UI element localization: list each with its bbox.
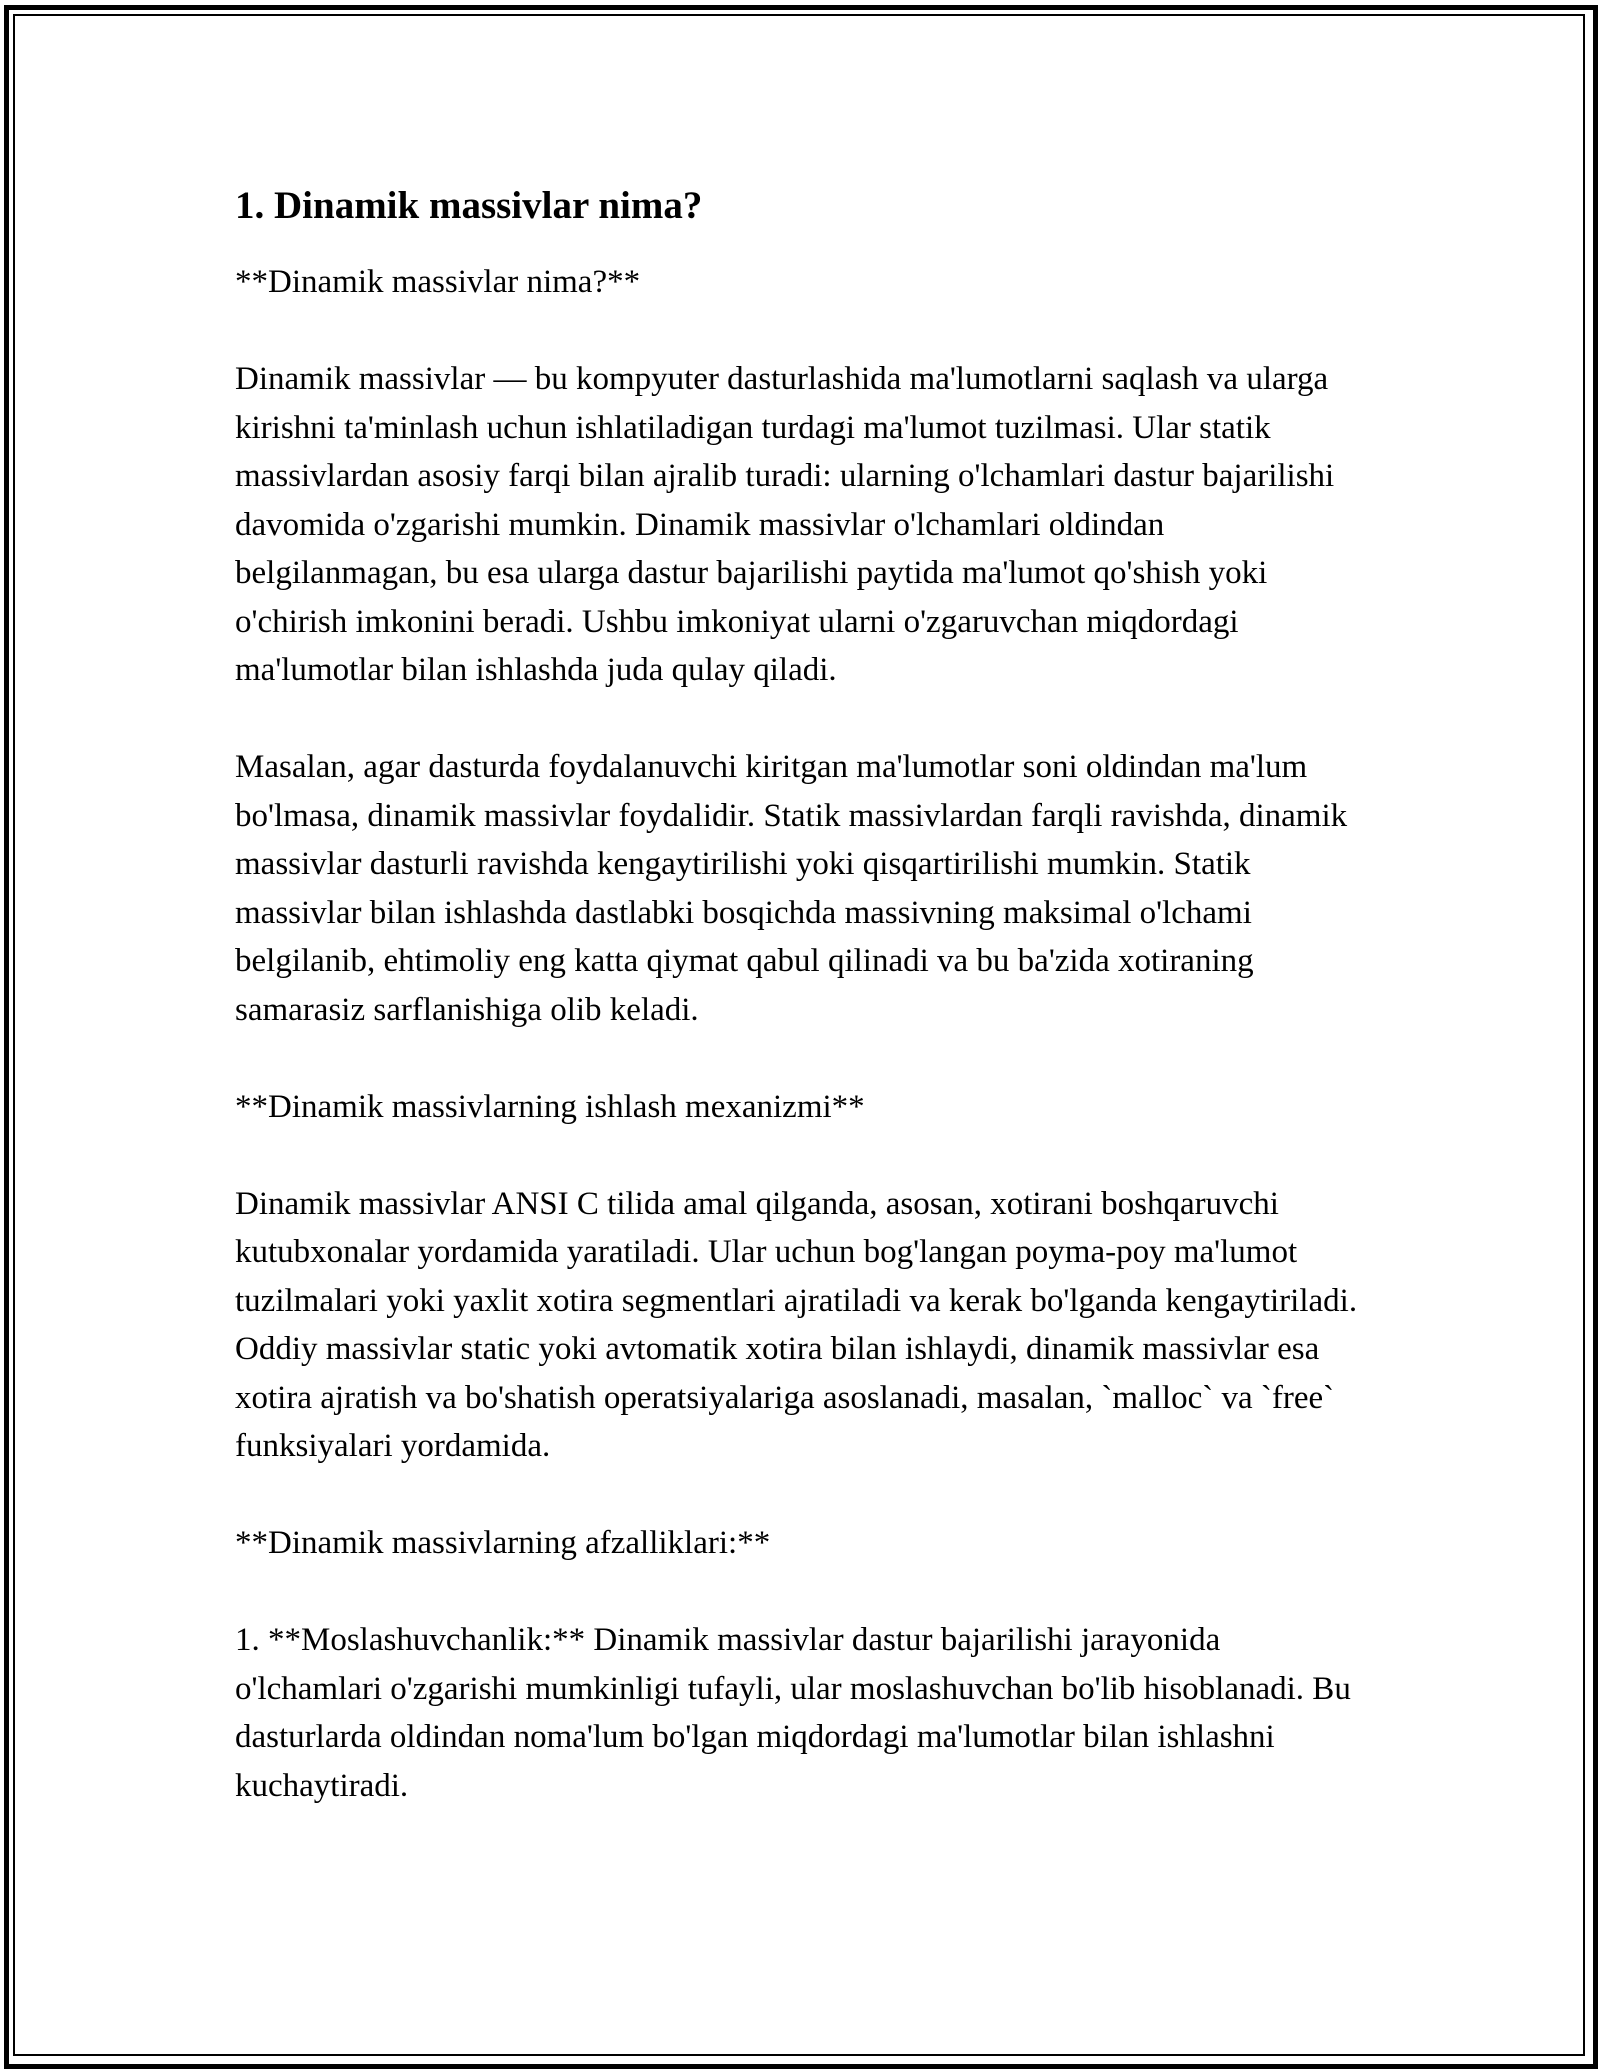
paragraph-advantage-flexibility: 1. **Moslashuvchanlik:** Dinamik massivlar dastur bajarilishi jarayonida o'lchamlari o'zgarishi mumkinligi tufayli, ular moslashuvchan bo'lib hisoblanadi. Bu dasturlarda oldindan noma'lum bo'lgan miqdordagi ma'lumotlar bilan ishlashni kuchaytiradi. — [235, 1622, 1351, 1804]
paragraph-mechanism: Dinamik massivlar ANSI C tilida amal qilganda, asosan, xotirani boshqaruvchi kutubxonalar yordamida yaratiladi. Ular uchun bog'langan poyma-poy ma'lumot tuzilmalari yoki yaxlit xotira segmentlari ajratiladi va kerak bo'lganda kengaytiriladi. Oddiy massivlar static yoki avtomatik xotira bilan ishlaydi, dinamik massivlar esa xotira ajratish va bo'shatish operatsiyalariga asoslanadi, masalan, `malloc` va `free` funksiyalari yordamida. — [235, 1185, 1358, 1464]
paragraph-heading-advantages: **Dinamik massivlarning afzalliklari:** — [235, 1525, 771, 1561]
paragraph-heading-mechanism: **Dinamik massivlarning ishlash mexanizmi** — [235, 1088, 865, 1125]
paragraph-heading-what-are-dynamic-arrays: **Dinamik massivlar nima?** — [235, 264, 641, 300]
document-title: 1. Dinamik massivlar nima? — [235, 184, 703, 227]
paragraph-example: Masalan, agar dasturda foydalanuvchi kiritgan ma'lumotlar soni oldindan ma'lum bo'lmasa, dinamik massivlar foydalidir. Statik massivlardan farqli ravishda, dinamik massivlar dasturli ravishda kengaytirilishi yoki qisqartirilishi mumkin. Statik massivlar bilan ishlashda dastlabki bosqichda massivning maksimal o'lchami belgilanib, ehtimoliy eng katta qiymat qabul qilinadi va bu ba'zida xotiraning samarasiz sarflanishiga olib keladi. — [235, 749, 1348, 1028]
document-body — [235, 182, 1375, 1810]
paragraph-definition: Dinamik massivlar — bu kompyuter dasturlashida ma'lumotlarni saqlash va ularga kirishni ta'minlash uchun ishlatiladigan turdagi ma'lumot tuzilmasi. Ular statik massivlardan asosiy farqi bilan ajralib turadi: ularning o'lchamlari dastur bajarilishi davomida o'zgarishi mumkin. Dinamik massivlar o'lchamlari oldindan belgilanmagan, bu esa ularga dastur bajarilishi paytida ma'lumot qo'shish yoki o'chirish imkonini beradi. Ushbu imkoniyat ularni o'zgaruvchan miqdordagi ma'lumotlar bilan ishlashda juda qulay qiladi. — [235, 361, 1335, 688]
